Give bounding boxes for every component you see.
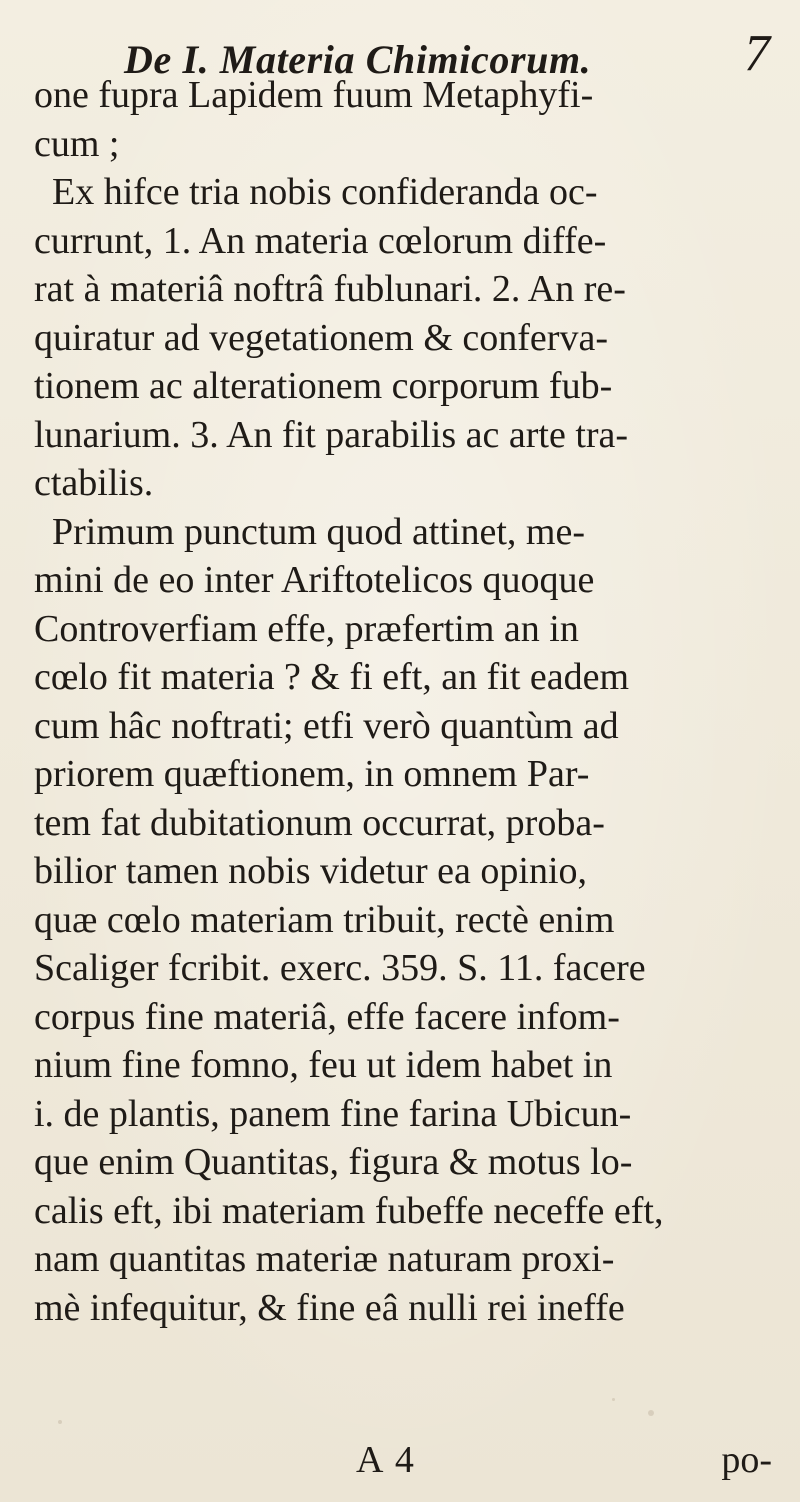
text-line: lunarium. 3. An fit parabilis ac arte tra- [34, 413, 629, 456]
page-number: 7 [744, 25, 770, 82]
text-line: Ex hifce tria nobis confideranda oc- [52, 171, 598, 213]
text-line: ctabilis. [34, 462, 154, 504]
text-line: quæ cœlo materiam tribuit, rectè enim [34, 898, 615, 941]
page-footer [34, 1438, 772, 1494]
text-line: priorem quæftionem, in omnem Par- [34, 753, 590, 795]
text-line: cum ; [34, 122, 120, 165]
paper-speck [612, 1398, 615, 1401]
text-line: calis eft, ibi materiam fubeffe neceffe eft, [34, 1189, 664, 1232]
paper-speck [648, 1410, 654, 1416]
text-line: nam quantitas materiæ naturam proxi- [34, 1238, 615, 1280]
text-line: rat à materiâ noftrâ fublunari. 2. An re- [34, 268, 626, 310]
text-line: mè infequitur, & fine eâ nulli rei ineffe [34, 1286, 625, 1329]
text-line: quiratur ad vegetationem & conferva- [34, 316, 608, 359]
text-line: nium fine fomno, feu ut idem habet in [34, 1044, 613, 1086]
signature-mark: A 4 [356, 1439, 416, 1481]
text-line: que enim Quantitas, figura & motus lo- [34, 1141, 633, 1183]
running-title: De I. Materia Chimicorum. [124, 37, 592, 82]
text-line: i. de plantis, panem fine farina Ubicun- [34, 1092, 632, 1135]
text-line: mini de eo inter Ariftotelicos quoque [34, 559, 595, 601]
text-line: cum hâc noftrati; etfi verò quantùm ad [34, 704, 619, 747]
text-line: tem fat dubitationum occurrat, proba- [34, 801, 605, 844]
text-line: Scaliger fcribit. exerc. 359. S. 11. facere [34, 947, 646, 989]
text-line: Primum punctum quod attinet, me- [52, 510, 585, 553]
catchword: po- [721, 1439, 772, 1481]
text-line: currunt, 1. An materia cœlorum diffe- [34, 219, 607, 262]
paper-speck [58, 1420, 62, 1424]
text-line: one fupra Lapidem fuum Metaphyfi- [34, 74, 594, 116]
text-line: cœlo fit materia ? & fi eft, an fit eadem [34, 656, 630, 698]
text-line: corpus fine materiâ, effe facere infom- [34, 995, 620, 1038]
text-line: Controverfiam effe, præfertim an in [34, 607, 579, 650]
text-line: tionem ac alterationem corporum fub- [34, 365, 613, 407]
text-line: bilior tamen nobis videtur ea opinio, [34, 850, 588, 892]
body-text [34, 71, 770, 1332]
